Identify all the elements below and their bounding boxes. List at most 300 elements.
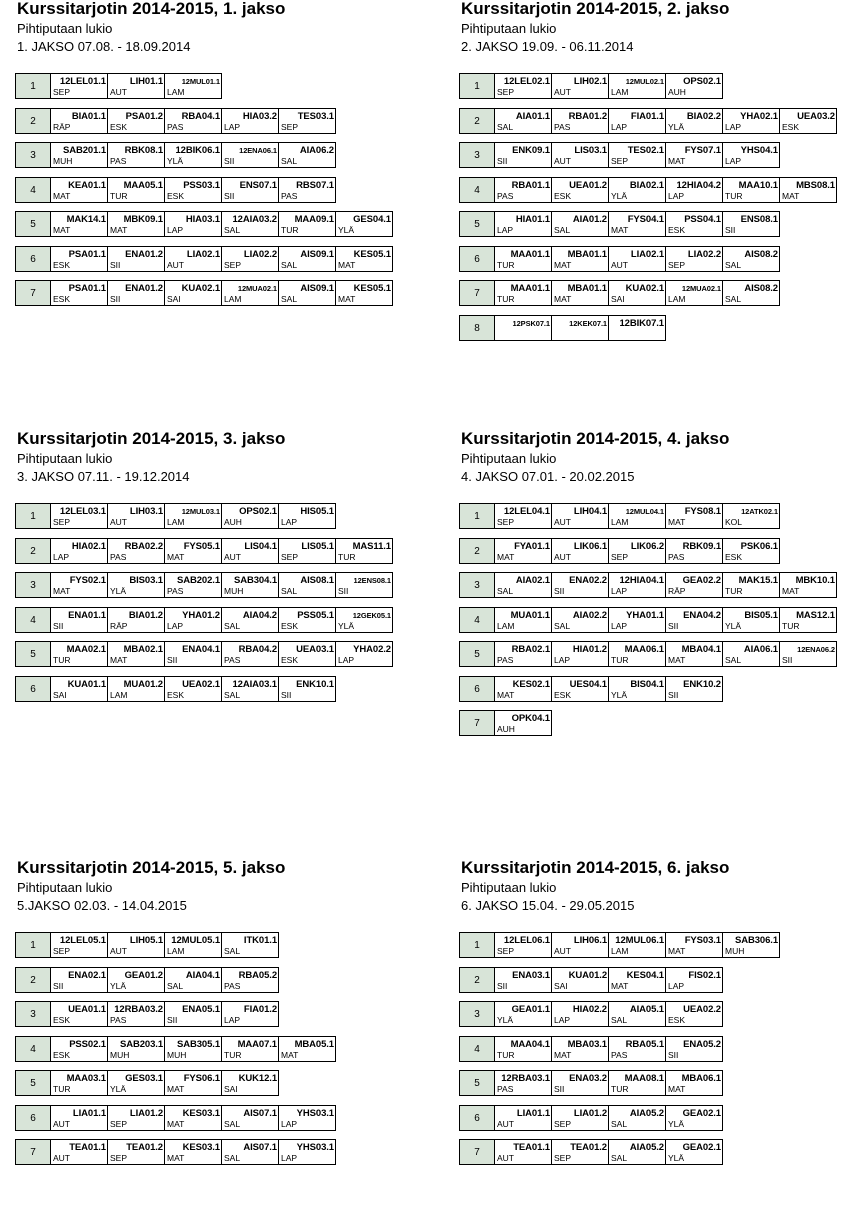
course-code: LIH06.1: [573, 935, 607, 946]
course-code: YHS03.1: [296, 1108, 334, 1119]
teacher-code: SII: [497, 156, 508, 166]
teacher-code: MAT: [167, 1153, 185, 1163]
teacher-code: AUH: [224, 517, 242, 527]
school-name: Pihtiputaan lukio: [461, 880, 557, 895]
teacher-code: ESK: [281, 621, 299, 631]
course-cell: [609, 1139, 666, 1165]
teacher-code: YLÄ: [338, 621, 355, 631]
course-cell: [108, 538, 165, 564]
course-cell: [609, 246, 666, 272]
teacher-code: SII: [725, 225, 736, 235]
course-code: GEA01.1: [511, 1004, 550, 1015]
course-cell: [51, 538, 108, 564]
timetable-row: [459, 967, 723, 993]
timetable-row: [15, 280, 393, 306]
course-cell: [495, 607, 552, 633]
course-cell: [51, 1105, 108, 1131]
period-dates: 2. JAKSO 19.09. - 06.11.2014: [461, 39, 634, 54]
course-cell: [222, 932, 279, 958]
teacher-code: SEP: [497, 87, 515, 97]
row-number: 3: [459, 572, 495, 598]
period-5: [17, 858, 437, 1163]
course-cell: [609, 607, 666, 633]
course-cell: [222, 1139, 279, 1165]
row-number: 4: [459, 607, 495, 633]
course-cell: [51, 280, 108, 306]
course-code: RBA05.1: [625, 1039, 664, 1050]
teacher-code: MAT: [53, 225, 71, 235]
course-code: MBA06.1: [681, 1073, 721, 1084]
course-cell: [51, 676, 108, 702]
teacher-code: MAT: [554, 1050, 572, 1060]
course-cell: [723, 932, 780, 958]
teacher-code: AUT: [611, 260, 628, 270]
teacher-code: SEP: [611, 552, 629, 562]
course-cell: [222, 967, 279, 993]
course-code: BIA02.2: [686, 111, 721, 122]
teacher-code: SEP: [110, 1153, 128, 1163]
teacher-code: MAT: [497, 690, 515, 700]
course-cell: [108, 1036, 165, 1062]
course-code: FYS02.1: [69, 575, 106, 586]
teacher-code: KOL: [725, 517, 743, 527]
teacher-code: YLÄ: [668, 122, 685, 132]
teacher-code: SAI: [611, 294, 625, 304]
course-code: AIA05.2: [629, 1108, 664, 1119]
timetable-row: [15, 73, 222, 99]
course-code: KUK12.1: [238, 1073, 277, 1084]
course-cell: [165, 1001, 222, 1027]
course-code: FIS02.1: [688, 970, 721, 981]
period-1: [17, 0, 437, 304]
course-code: ENK09.1: [512, 145, 550, 156]
course-cell: [666, 1070, 723, 1096]
row-number: 1: [15, 73, 51, 99]
course-cell: [609, 1070, 666, 1096]
teacher-code: ESK: [668, 225, 686, 235]
course-code: HIA03.2: [242, 111, 277, 122]
course-cell: [51, 641, 108, 667]
teacher-code: YLÄ: [110, 586, 127, 596]
course-code: YHA02.1: [740, 111, 778, 122]
course-code: OPS02.1: [683, 76, 721, 87]
course-cell: [552, 73, 609, 99]
teacher-code: MAT: [668, 517, 686, 527]
course-cell: [336, 538, 393, 564]
teacher-code: AUH: [497, 724, 515, 734]
course-cell: [51, 967, 108, 993]
teacher-code: PAS: [224, 655, 241, 665]
teacher-code: LAP: [281, 1153, 298, 1163]
teacher-code: PAS: [110, 552, 127, 562]
course-cell: [609, 211, 666, 237]
course-cell: [165, 108, 222, 134]
teacher-code: ESK: [554, 191, 572, 201]
course-code: AIA02.1: [515, 575, 550, 586]
teacher-code: MAT: [110, 655, 128, 665]
course-cell: [723, 607, 780, 633]
course-cell: [609, 1001, 666, 1027]
course-code: 12HIA04.2: [676, 180, 721, 191]
teacher-code: AUT: [554, 946, 571, 956]
course-code: KUA01.1: [67, 679, 106, 690]
row-number: 1: [459, 73, 495, 99]
teacher-code: LAM: [167, 87, 185, 97]
course-code: LIH04.1: [573, 506, 607, 517]
course-cell: [723, 246, 780, 272]
teacher-code: TUR: [53, 655, 71, 665]
row-number: 1: [15, 932, 51, 958]
course-code: HIA02.1: [71, 541, 106, 552]
teacher-code: PAS: [611, 1050, 628, 1060]
course-cell: [495, 538, 552, 564]
teacher-code: SAL: [611, 1015, 628, 1025]
course-cell: [165, 676, 222, 702]
course-code: ENA05.1: [182, 1004, 220, 1015]
teacher-code: YLÄ: [338, 225, 355, 235]
course-cell: [165, 932, 222, 958]
course-code: AIS09.1: [300, 249, 334, 260]
course-code: RBA04.1: [181, 111, 220, 122]
course-code: MAA04.1: [510, 1039, 550, 1050]
row-number: 7: [459, 710, 495, 736]
course-cell: [552, 503, 609, 529]
teacher-code: SAL: [224, 946, 241, 956]
teacher-code: AUT: [53, 1153, 70, 1163]
course-code: TEA01.1: [69, 1142, 106, 1153]
course-cell: [552, 607, 609, 633]
course-cell: [666, 1036, 723, 1062]
course-cell: [495, 641, 552, 667]
teacher-code: SII: [668, 1050, 679, 1060]
timetable-row: [15, 967, 279, 993]
course-cell: [165, 503, 222, 529]
course-code: ENA03.1: [512, 970, 550, 981]
row-number: 1: [15, 503, 51, 529]
course-code: MUA01.1: [510, 610, 550, 621]
course-cell: [165, 1070, 222, 1096]
teacher-code: MAT: [554, 260, 572, 270]
period-title: Kurssitarjotin 2014-2015, 4. jakso: [461, 429, 730, 448]
course-code: MUA01.2: [123, 679, 163, 690]
teacher-code: MAT: [110, 225, 128, 235]
course-cell: [666, 142, 723, 168]
teacher-code: LAP: [668, 191, 685, 201]
course-cell: [108, 246, 165, 272]
course-cell: [609, 177, 666, 203]
row-number: 4: [459, 177, 495, 203]
teacher-code: MAT: [668, 156, 686, 166]
course-cell: [552, 108, 609, 134]
teacher-code: MAT: [782, 586, 800, 596]
course-cell: [165, 572, 222, 598]
course-code: TEA01.1: [513, 1142, 550, 1153]
course-code: RBA01.1: [511, 180, 550, 191]
course-cell: [222, 1105, 279, 1131]
teacher-code: MAT: [668, 655, 686, 665]
course-cell: [609, 967, 666, 993]
course-cell: [222, 280, 279, 306]
course-code: BIA02.1: [629, 180, 664, 191]
teacher-code: SII: [110, 294, 121, 304]
course-code: AIA05.1: [629, 1004, 664, 1015]
course-code: LIA02.2: [243, 249, 277, 260]
teacher-code: SAL: [281, 586, 298, 596]
teacher-code: AUT: [110, 946, 127, 956]
course-code: SAB203.1: [119, 1039, 163, 1050]
teacher-code: ESK: [53, 294, 71, 304]
timetable-row: [459, 1001, 723, 1027]
teacher-code: TUR: [611, 655, 629, 665]
row-number: 2: [15, 967, 51, 993]
row-number: 3: [459, 142, 495, 168]
timetable-row: [459, 641, 837, 667]
course-code: UES04.1: [569, 679, 607, 690]
course-code: LIH03.1: [129, 506, 163, 517]
teacher-code: ESK: [110, 122, 128, 132]
timetable-row: [15, 142, 336, 168]
course-cell: [552, 676, 609, 702]
course-cell: [222, 572, 279, 598]
row-number: 5: [459, 211, 495, 237]
school-name: Pihtiputaan lukio: [17, 880, 113, 895]
course-cell: [552, 641, 609, 667]
teacher-code: AUT: [554, 156, 571, 166]
course-cell: [279, 1139, 336, 1165]
period-title: Kurssitarjotin 2014-2015, 3. jakso: [17, 429, 286, 448]
course-cell: [222, 108, 279, 134]
course-code: LIH02.1: [573, 76, 607, 87]
course-code: PSA01.1: [68, 283, 106, 294]
teacher-code: TUR: [281, 225, 299, 235]
teacher-code: SEP: [554, 1119, 572, 1129]
teacher-code: TUR: [782, 621, 800, 631]
period-dates: 5.JAKSO 02.03. - 14.04.2015: [17, 898, 187, 913]
course-cell: [552, 1105, 609, 1131]
teacher-code: PAS: [497, 655, 514, 665]
teacher-code: LAP: [497, 225, 514, 235]
teacher-code: SEP: [53, 517, 71, 527]
course-code: BIS04.1: [630, 679, 664, 690]
teacher-code: MAT: [611, 225, 629, 235]
course-code: LIA01.1: [516, 1108, 550, 1119]
course-code: TES03.1: [297, 111, 334, 122]
row-number: 5: [15, 1070, 51, 1096]
timetable-row: [15, 177, 336, 203]
course-code: HIA02.2: [572, 1004, 607, 1015]
teacher-code: YLÄ: [110, 1084, 127, 1094]
course-cell: [666, 1001, 723, 1027]
course-cell: [279, 108, 336, 134]
course-cell: [279, 503, 336, 529]
course-cell: [552, 932, 609, 958]
teacher-code: SEP: [668, 260, 686, 270]
teacher-code: LAM: [611, 87, 629, 97]
timetable-row: [459, 676, 723, 702]
course-code: 12LEL04.1: [503, 506, 550, 517]
timetable-row: [459, 572, 837, 598]
teacher-code: SAL: [281, 260, 298, 270]
teacher-code: AUH: [668, 87, 686, 97]
course-code: 12GEK05.1: [352, 611, 391, 620]
teacher-code: SAL: [554, 621, 571, 631]
course-cell: [666, 676, 723, 702]
course-cell: [108, 503, 165, 529]
course-cell: [609, 932, 666, 958]
course-cell: [495, 967, 552, 993]
course-cell: [609, 1036, 666, 1062]
course-code: GEA02.1: [682, 1108, 721, 1119]
teacher-code: ESK: [53, 1050, 71, 1060]
course-code: 12RBA03.1: [501, 1073, 550, 1084]
row-number: 2: [15, 108, 51, 134]
course-cell: [165, 1139, 222, 1165]
course-code: AIS07.1: [243, 1108, 277, 1119]
row-number: 6: [459, 676, 495, 702]
timetable-row: [15, 1139, 336, 1165]
course-cell: [666, 503, 723, 529]
course-cell: [666, 1105, 723, 1131]
timetable-row: [15, 211, 393, 237]
course-cell: [108, 142, 165, 168]
course-code: TEA01.2: [570, 1142, 607, 1153]
course-cell: [336, 572, 393, 598]
course-code: ENA01.2: [125, 249, 163, 260]
course-code: RBK09.1: [682, 541, 721, 552]
timetable-row: [15, 246, 393, 272]
course-code: PSA01.1: [68, 249, 106, 260]
course-cell: [552, 142, 609, 168]
course-cell: [108, 1001, 165, 1027]
row-number: 1: [459, 932, 495, 958]
timetable-row: [15, 1036, 336, 1062]
course-cell: [222, 246, 279, 272]
timetable-row: [15, 1001, 279, 1027]
course-cell: [780, 641, 837, 667]
course-cell: [51, 607, 108, 633]
timetable-row: [459, 503, 780, 529]
course-code: AIS08.2: [744, 283, 778, 294]
period-3: [17, 429, 437, 700]
course-cell: [51, 73, 108, 99]
row-number: 6: [15, 1105, 51, 1131]
course-cell: [666, 572, 723, 598]
teacher-code: LAP: [281, 1119, 298, 1129]
teacher-code: LAM: [668, 294, 686, 304]
course-cell: [666, 211, 723, 237]
course-code: PSS03.1: [183, 180, 220, 191]
teacher-code: SII: [668, 690, 679, 700]
course-cell: [165, 246, 222, 272]
course-cell: [336, 246, 393, 272]
course-code: 12MUA02.1: [681, 284, 721, 293]
course-cell: [780, 177, 837, 203]
teacher-code: MAT: [668, 1084, 686, 1094]
course-cell: [495, 142, 552, 168]
teacher-code: SII: [668, 621, 679, 631]
row-number: 2: [459, 108, 495, 134]
teacher-code: SII: [53, 621, 64, 631]
teacher-code: TUR: [611, 1084, 629, 1094]
timetable-row: [459, 710, 552, 736]
school-name: Pihtiputaan lukio: [17, 451, 113, 466]
course-code: BIA01.2: [128, 610, 163, 621]
teacher-code: SAL: [725, 260, 742, 270]
course-code: FIA01.2: [243, 1004, 277, 1015]
teacher-code: SII: [497, 981, 508, 991]
timetable-row: [15, 641, 393, 667]
course-code: KEA01.1: [68, 180, 106, 191]
course-code: ENK10.2: [683, 679, 721, 690]
course-code: MBK09.1: [123, 214, 163, 225]
row-number: 2: [459, 967, 495, 993]
timetable-row: [459, 142, 780, 168]
course-code: FYS07.1: [684, 145, 721, 156]
course-cell: [108, 108, 165, 134]
teacher-code: SAI: [53, 690, 67, 700]
teacher-code: LAP: [611, 586, 628, 596]
course-code: BIA01.1: [71, 111, 106, 122]
teacher-code: SII: [224, 156, 235, 166]
course-code: MAA10.1: [738, 180, 778, 191]
course-code: 12LEL05.1: [59, 935, 106, 946]
teacher-code: MAT: [53, 586, 71, 596]
teacher-code: LAP: [281, 517, 298, 527]
course-cell: [552, 177, 609, 203]
row-number: 6: [459, 246, 495, 272]
course-cell: [780, 572, 837, 598]
course-code: KUA01.2: [568, 970, 607, 981]
timetable-row: [15, 572, 393, 598]
course-cell: [336, 211, 393, 237]
course-code: LIA02.1: [186, 249, 220, 260]
teacher-code: YLÄ: [167, 156, 184, 166]
teacher-code: SEP: [497, 946, 515, 956]
row-number: 3: [15, 142, 51, 168]
course-code: MAA08.1: [624, 1073, 664, 1084]
course-cell: [723, 177, 780, 203]
row-number: 5: [15, 211, 51, 237]
teacher-code: PAS: [554, 122, 571, 132]
course-code: 12LEL02.1: [503, 76, 550, 87]
course-cell: [51, 177, 108, 203]
course-code: ENS07.1: [239, 180, 277, 191]
teacher-code: MAT: [782, 191, 800, 201]
period-2: [461, 0, 859, 334]
row-number: 7: [15, 280, 51, 306]
course-code: 12MUL02.1: [625, 77, 664, 86]
teacher-code: SAL: [224, 621, 241, 631]
course-code: MAS11.1: [352, 541, 391, 552]
course-cell: [279, 177, 336, 203]
course-cell: [495, 108, 552, 134]
course-cell: [609, 315, 666, 341]
teacher-code: SEP: [281, 122, 299, 132]
course-code: YHS04.1: [740, 145, 778, 156]
teacher-code: MAT: [53, 191, 71, 201]
course-code: AIA02.2: [572, 610, 607, 621]
teacher-code: TUR: [53, 1084, 71, 1094]
course-code: 12ENA06.1: [239, 146, 277, 155]
teacher-code: SAL: [611, 1119, 628, 1129]
course-cell: [723, 211, 780, 237]
course-code: KES02.1: [512, 679, 550, 690]
course-code: RBA02.1: [511, 644, 550, 655]
course-code: KUA02.1: [181, 283, 220, 294]
course-code: 12MUL01.1: [181, 77, 220, 86]
course-cell: [495, 73, 552, 99]
teacher-code: LAP: [668, 981, 685, 991]
